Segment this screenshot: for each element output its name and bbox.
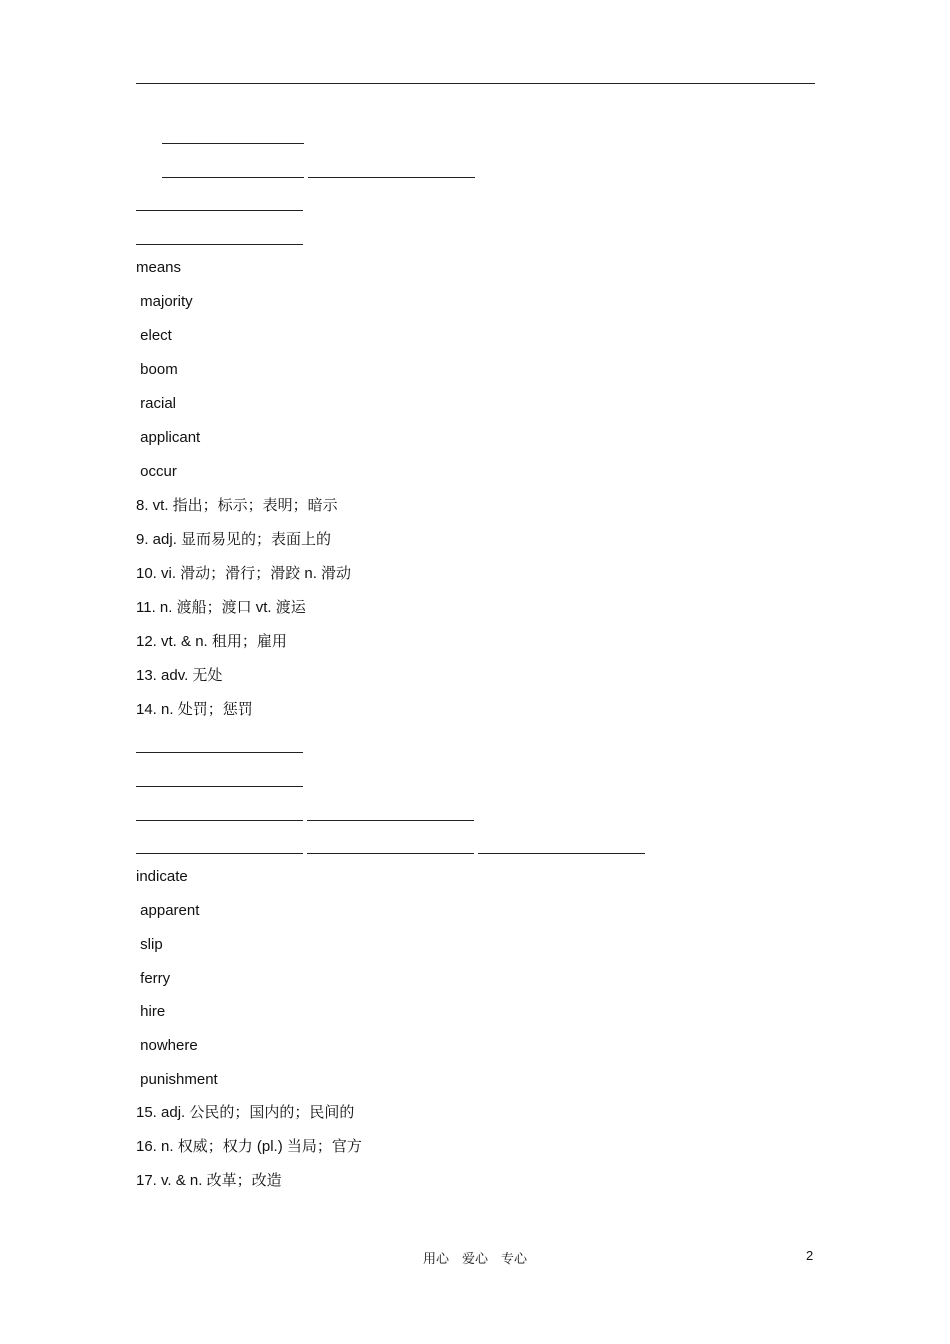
vocab-item: 17. v. & n. 改革；改造: [136, 1172, 282, 1189]
blank-line: [162, 165, 304, 178]
blank-row: [0, 165, 950, 177]
blank-line: [136, 774, 303, 787]
answer-word: apparent: [136, 902, 200, 919]
blank-line: [308, 165, 475, 178]
answer-word: hire: [136, 1003, 166, 1020]
answer-word: slip: [136, 936, 163, 953]
vocab-item: 10. vi. 滑动；滑行；滑跤 n. 滑动: [136, 565, 352, 582]
blank-row: [0, 808, 950, 820]
answer-word: racial: [136, 395, 177, 412]
answer-word: nowhere: [136, 1037, 198, 1054]
vocab-item: 14. n. 处罚；惩罚: [136, 701, 253, 718]
header-rule: [136, 83, 815, 84]
answer-word: indicate: [136, 868, 188, 885]
answer-word: boom: [136, 361, 178, 378]
answer-word: punishment: [136, 1071, 218, 1088]
vocab-item: 8. vt. 指出；标示；表明；暗示: [136, 497, 338, 514]
blank-line: [136, 232, 303, 245]
answer-word: elect: [136, 327, 172, 344]
blank-row: [0, 841, 950, 853]
blank-row: [0, 232, 950, 244]
blank-line: [136, 841, 303, 854]
answer-word: ferry: [136, 970, 171, 987]
vocab-item: 13. adv. 无处: [136, 667, 223, 684]
blank-line: [478, 841, 645, 854]
vocab-item: 16. n. 权威；权力 (pl.) 当局；官方: [136, 1138, 362, 1155]
vocab-item: 11. n. 渡船；渡口 vt. 渡运: [136, 599, 306, 616]
answer-word: occur: [136, 463, 177, 480]
blank-row: [0, 131, 950, 143]
blank-line: [307, 808, 474, 821]
footer-motto: 用心 爱心 专心: [422, 1251, 527, 1266]
blank-row: [0, 740, 950, 752]
blank-line: [307, 841, 474, 854]
answer-word: majority: [136, 293, 193, 310]
vocab-item: 12. vt. & n. 租用；雇用: [136, 633, 287, 650]
answer-word: means: [136, 259, 182, 276]
answer-word: applicant: [136, 429, 201, 446]
blank-line: [136, 740, 303, 753]
vocab-item: 15. adj. 公民的；国内的；民间的: [136, 1104, 355, 1121]
page-number: 2: [806, 1248, 814, 1263]
blank-line: [162, 131, 304, 144]
vocab-item: 9. adj. 显而易见的；表面上的: [136, 531, 332, 548]
blank-row: [0, 774, 950, 786]
blank-row: [0, 198, 950, 210]
blank-line: [136, 198, 303, 211]
blank-line: [136, 808, 303, 821]
